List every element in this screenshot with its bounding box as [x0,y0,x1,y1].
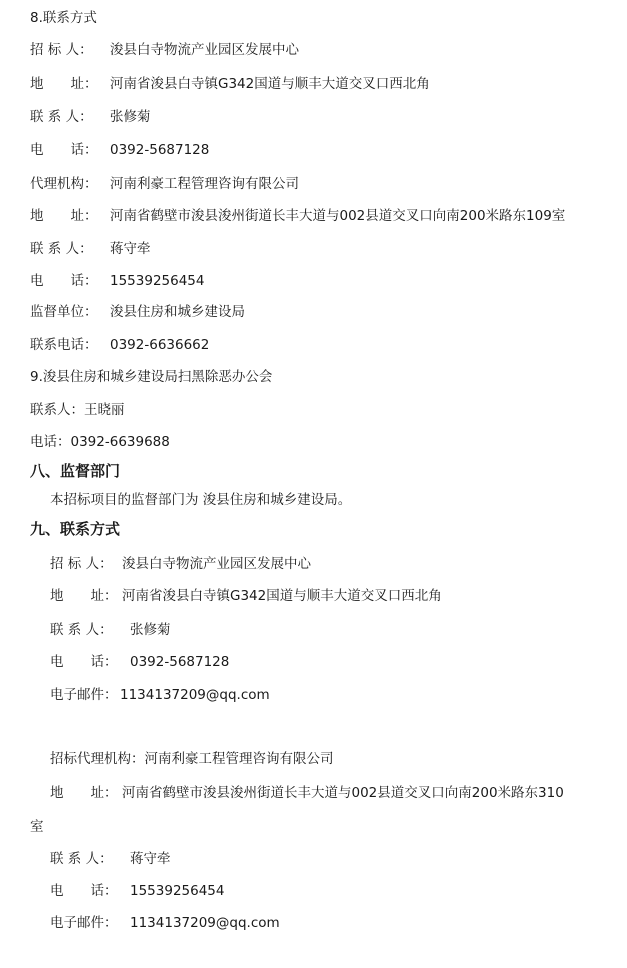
sec9-address-row [50,587,442,605]
sec9-agency-email-row [50,914,280,932]
sec9-address-label: 地 址： [50,588,118,604]
s8-supervisor-label: 监督单位： [30,304,98,320]
s8-agency-value: 河南利豪工程管理咨询有限公司 [110,176,299,192]
s8-supervisor-value: 浚县住房和城乡建设局 [110,304,245,320]
sec9-tenderer-label: 招 标 人： [50,556,113,572]
s8-tenderer-row [30,41,299,59]
s8-phone-label: 电 话： [30,142,98,158]
s8-tenderer-label: 招 标 人： [30,42,93,58]
sec9-phone-row [50,653,229,671]
s8-agency-phone-label: 电 话： [30,273,98,289]
s8-supervisor-phone-value: 0392-6636662 [110,337,210,353]
sec9-agency-contact-value: 蒋守牵 [130,851,171,867]
s8-contact-row [30,108,151,126]
s8-phone-row [30,141,209,159]
sec9-tenderer-value: 浚县白寺物流产业园区发展中心 [122,556,311,572]
s8-agency-phone-row [30,272,204,290]
sec9-phone-value: 0392-5687128 [130,654,230,670]
s8-agency-label: 代理机构： [30,176,98,192]
s8-tenderer-value: 浚县白寺物流产业园区发展中心 [110,42,299,58]
sec9-agency-email-label: 电子邮件： [50,915,118,931]
s8-contact-label: 联 系 人： [30,109,93,125]
s8-phone-value: 0392-5687128 [110,142,210,158]
sec9-heading: 九、联系方式 [30,520,121,538]
sec9-agency-row [50,750,334,768]
sec9-agency-phone-label: 电 话： [50,883,118,899]
s8-agency-address-label: 地 址： [30,208,98,224]
s8-agency-row [30,175,299,193]
s8-agency-address-row [30,207,565,225]
s8-agency-phone-value: 15539256454 [110,273,205,289]
s8-agency-contact-row [30,240,151,258]
sec9-agency-address-value: 河南省鹤壁市浚县浚州街道长丰大道与002县道交叉口向南200米路东310 [122,785,564,801]
sec9-tenderer-row [50,555,311,573]
sec9-contact-value: 张修菊 [130,622,171,638]
sec9-phone-label: 电 话： [50,654,118,670]
s8-agency-contact-value: 蒋守牵 [110,241,151,257]
s8-address-value: 河南省浚县白寺镇G342国道与顺丰大道交叉口西北角 [110,76,430,92]
sec9-agency-phone-value: 15539256454 [130,883,225,899]
sec9-contact-row [50,621,171,639]
sec9-agency-label: 招标代理机构： [50,751,145,767]
s8-agency-address-value: 河南省鹤壁市浚县浚州街道长丰大道与002县道交叉口向南200米路东109室 [110,208,566,224]
s8-supervisor-row [30,303,245,321]
s8-contact-value: 张修菊 [110,109,151,125]
sec9-agency-address-wrap: 室 [30,819,44,835]
sec9-agency-value: 河南利豪工程管理咨询有限公司 [144,751,334,767]
sec9-agency-email-value[interactable]: 1134137209@qq.com [130,915,280,931]
s8-address-row [30,75,430,93]
s9-heading: 9.浚县住房和城乡建设局扫黑除恶办公会 [30,369,273,385]
s9-contact-line: 联系人：王晓丽 [30,402,125,418]
sec9-email-label: 电子邮件： [50,687,118,703]
s8-agency-contact-label: 联 系 人： [30,241,93,257]
sec9-agency-phone-row [50,882,224,900]
s8-address-label: 地 址： [30,76,98,92]
sec9-agency-address-label: 地 址： [50,785,118,801]
sec9-agency-contact-row [50,850,171,868]
sec9-email-value[interactable]: 1134137209@qq.com [120,687,270,703]
sec9-email-row [50,686,270,704]
sec8-body: 本招标项目的监督部门为 浚县住房和城乡建设局。 [50,492,352,508]
sec9-address-value: 河南省浚县白寺镇G342国道与顺丰大道交叉口西北角 [122,588,442,604]
s9-phone-line: 电话：0392-6639688 [30,434,170,450]
sec8-heading: 八、监督部门 [30,462,121,480]
s8-heading: 8.联系方式 [30,10,97,26]
s8-supervisor-phone-label: 联系电话： [30,337,98,353]
sec9-contact-label: 联 系 人： [50,622,113,638]
sec9-agency-contact-label: 联 系 人： [50,851,113,867]
s8-supervisor-phone-row [30,336,209,354]
sec9-agency-address-row [50,784,564,802]
